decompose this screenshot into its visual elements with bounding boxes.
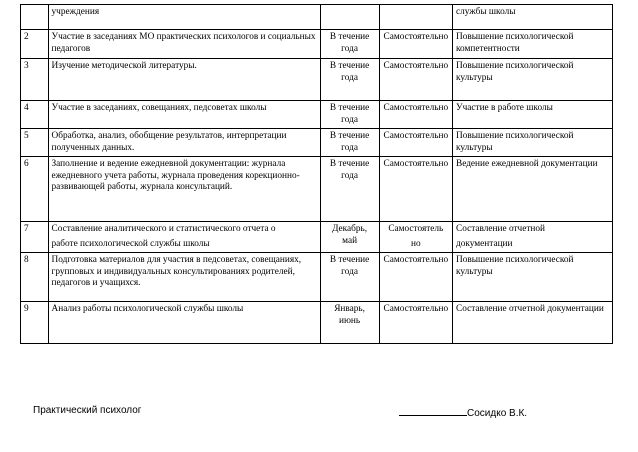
- result-cell: Составление отчетной документации: [453, 302, 613, 344]
- table-row: [21, 129, 613, 157]
- row-number: 9: [21, 302, 49, 344]
- signature-line: [399, 405, 467, 416]
- table-row: [21, 222, 613, 253]
- activity-cell: Заполнение и ведение ежедневной документации: журнала ежедневного учета работы, журнала проведения корекционно-развивающей работы, журнала консультаций.: [48, 157, 320, 222]
- activity-cell: учреждения: [48, 5, 320, 30]
- form-cell: [379, 5, 452, 30]
- activity-line: работе психологической службы школы: [51, 238, 210, 249]
- form-cell: Самостоятельно: [379, 30, 452, 59]
- result-cell: службы школы: [453, 5, 613, 30]
- table-row: [21, 30, 613, 59]
- term-cell: Декабрь, май: [320, 222, 379, 253]
- form-cell: Самостоятельно: [379, 129, 452, 157]
- activity-cell: Подготовка материалов для участия в педсоветах, совещаниях, групповых и индивидуальных консультированиях родителей, педагогов и учащихся.: [48, 253, 320, 302]
- row-number: 6: [21, 157, 49, 222]
- term-cell: В течение года: [320, 129, 379, 157]
- activity-cell: Участие в заседаниях, совещаниях, педсоветах школы: [48, 101, 320, 129]
- table-row: [21, 59, 613, 101]
- result-cell: Ведение ежедневной документации: [453, 157, 613, 222]
- form-cell: Самостоятельно: [379, 59, 452, 101]
- table-row: [21, 157, 613, 222]
- result-cell: Повышение психологической компетентности: [453, 30, 613, 59]
- row-number: 8: [21, 253, 49, 302]
- row-number: [21, 5, 49, 30]
- activity-cell: Участие в заседаниях МО практических психологов и социальных педагогов: [48, 30, 320, 59]
- form-cell: Самостоятельно: [379, 101, 452, 129]
- term-cell: [320, 5, 379, 30]
- activity-cell: Изучение методической литературы.: [48, 59, 320, 101]
- form-line: но: [411, 238, 421, 249]
- form-line: Самостоятель: [388, 224, 444, 234]
- activity-cell: Обработка, анализ, обобщение результатов, интерпретации полученных данных.: [48, 129, 320, 157]
- result-cell: Повышение психологической культуры: [453, 253, 613, 302]
- activity-cell: Анализ работы психологической службы школы: [48, 302, 320, 344]
- signature-block: [399, 405, 527, 419]
- result-cell: Повышение психологической культуры: [453, 129, 613, 157]
- table-row: [21, 253, 613, 302]
- table-row: [21, 101, 613, 129]
- activity-cell: [48, 222, 320, 253]
- work-plan-table: [20, 4, 613, 344]
- term-cell: В течение года: [320, 59, 379, 101]
- result-cell: Повышение психологической культуры: [453, 59, 613, 101]
- result-cell: Участие в работе школы: [453, 101, 613, 129]
- row-number: 3: [21, 59, 49, 101]
- signatory-name: Сосидко В.К.: [467, 408, 528, 419]
- result-line: документации: [456, 238, 513, 249]
- row-number: 7: [21, 222, 49, 253]
- form-cell: Самостоятельно: [379, 253, 452, 302]
- signatory-position: Практический психолог: [33, 405, 142, 416]
- term-cell: В течение года: [320, 30, 379, 59]
- term-cell: В течение года: [320, 101, 379, 129]
- result-line: Составление отчетной: [456, 224, 545, 234]
- result-cell: [453, 222, 613, 253]
- form-cell: Самостоятельно: [379, 157, 452, 222]
- table-row: [21, 5, 613, 30]
- term-cell: В течение года: [320, 253, 379, 302]
- table-row: [21, 302, 613, 344]
- term-cell: Январь, июнь: [320, 302, 379, 344]
- term-cell: В течение года: [320, 157, 379, 222]
- form-cell: Самостоятельно: [379, 302, 452, 344]
- form-cell: [379, 222, 452, 253]
- activity-line: Составление аналитического и статистического отчета о: [51, 224, 276, 234]
- row-number: 5: [21, 129, 49, 157]
- row-number: 4: [21, 101, 49, 129]
- row-number: 2: [21, 30, 49, 59]
